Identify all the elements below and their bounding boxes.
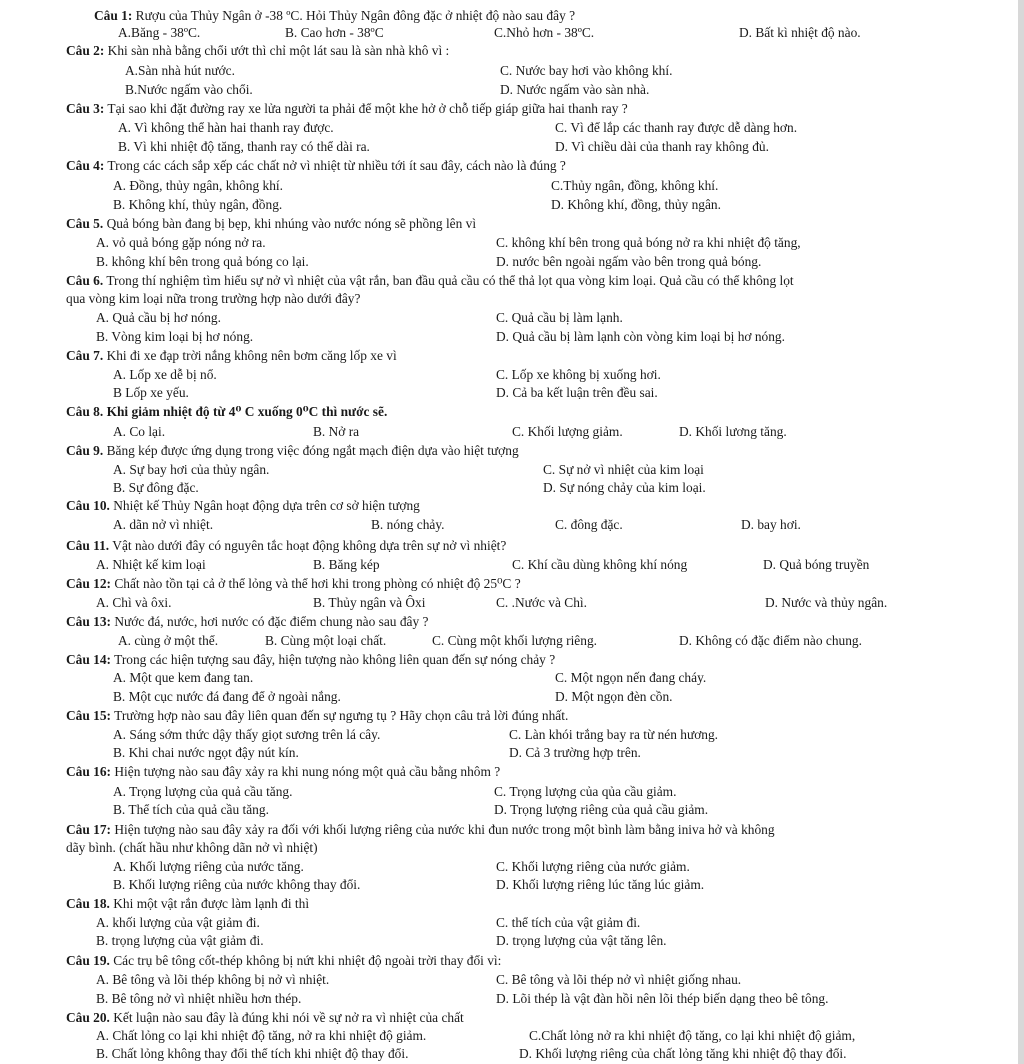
question-number: Câu 4: (66, 158, 105, 173)
question-number: Câu 18. (66, 896, 110, 911)
option-a: A. Chì và ôxi. (96, 595, 172, 610)
option-b: B Lốp xe yếu. (113, 385, 189, 400)
question-number: Câu 9. (66, 443, 104, 458)
option-b: B. Băng kép (313, 557, 380, 572)
option-c: C. Lốp xe không bị xuống hơi. (496, 367, 661, 382)
option-c: C. Trọng lượng của qủa cầu giảm. (494, 784, 677, 799)
option-b: B. Cùng một loại chất. (265, 633, 387, 648)
question-text: Khi giảm nhiệt độ từ 4⁰ C xuống 0⁰C thì nước sẽ. (103, 404, 388, 419)
question-number: Câu 14: (66, 652, 112, 667)
question-number: Câu 10. (66, 498, 110, 513)
option-a: A. Lốp xe dễ bị nổ. (113, 367, 217, 382)
option-d: D. Khối lượng riêng của chất lỏng tăng khi nhiệt độ thay đổi. (519, 1046, 847, 1061)
question-text: Hiện tượng nào sau đây xảy ra đối với khối lượng riêng của nước khi đun nước trong một bình làm bằng iniva hở và không (111, 822, 775, 837)
question-text-continued: dãy bình. (chất hầu như không dãn nở vì nhiệt) (66, 840, 318, 855)
option-a: A. Khối lượng riêng của nước tăng. (113, 859, 304, 874)
option-b: B. Sự đông đặc. (113, 480, 199, 495)
question-text: Hiện tượng nào sau đây xảy ra khi nung nóng một quả cầu bằng nhôm ? (111, 764, 501, 779)
option-c: C. Sự nở vì nhiệt của kim loại (543, 462, 704, 477)
question-text: Nhiệt kế Thủy Ngân hoạt động dựa trên cơ sở hiện tượng (109, 498, 420, 513)
question-number: Câu 3: (66, 101, 105, 116)
option-c: C. .Nước và Chì. (496, 595, 587, 610)
option-a: A. Đồng, thủy ngân, không khí. (113, 178, 283, 193)
option-a: A.Sàn nhà hút nước. (125, 63, 235, 78)
option-c: C. Làn khói trắng bay ra từ nén hương. (509, 727, 719, 742)
option-c: C.Chất lỏng nở ra khi nhiệt độ tăng, co lại khi nhiệt độ giảm, (529, 1028, 856, 1043)
option-c: C. Cùng một khối lượng riêng. (432, 633, 597, 648)
option-c: C. thể tích của vật giảm đi. (496, 915, 641, 930)
question-number: Câu 8. (66, 404, 104, 419)
question-number: Câu 13: (66, 614, 112, 629)
option-d: D. Cả ba kết luận trên đều sai. (496, 385, 658, 400)
option-d: D. Nước và thủy ngân. (765, 595, 888, 610)
question-number: Câu 16: (66, 764, 112, 779)
option-d: D. Lõi thép là vật đàn hồi nên lõi thép biến dạng theo bê tông. (496, 991, 829, 1006)
option-b: B. Chất lỏng không thay đổi thể tích khi nhiệt độ thay đổi. (96, 1046, 409, 1061)
option-c: C. đông đặc. (555, 517, 623, 532)
option-a: A. Một que kem đang tan. (113, 670, 254, 685)
option-a: A. Bê tông và lõi thép không bị nở vì nhiệt. (96, 972, 330, 987)
question-text: Tại sao khi đặt đường ray xe lửa người ta phải để một khe hở ở chỗ tiếp giáp giữa hai thanh ray ? (104, 101, 628, 116)
option-d: D. Không khí, đồng, thủy ngân. (551, 197, 721, 212)
option-b: B. Không khí, thủy ngân, đồng. (113, 197, 283, 212)
question-text: Khi sàn nhà bằng chổi ướt thì chỉ một lát sau là sàn nhà khô vì : (104, 43, 450, 58)
option-b: B. Bê tông nở vì nhiệt nhiều hơn thép. (96, 991, 302, 1006)
option-a: A. Trọng lượng của quả cầu tăng. (113, 784, 293, 799)
option-b: B. Thể tích của quả cầu tăng. (113, 802, 269, 817)
question-text: Kết luận nào sau đây là đúng khi nói về sự nở ra vì nhiệt của chất (109, 1010, 464, 1025)
option-b: B. Khối lượng riêng của nước không thay đổi. (113, 877, 361, 892)
option-b: B. không khí bên trong quả bóng co lại. (96, 254, 309, 269)
question-number: Câu 6. (66, 273, 104, 288)
option-c: C. Nước bay hơi vào không khí. (500, 63, 673, 78)
question-text: Các trụ bê tông cốt-thép không bị nứt khi nhiệt độ ngoài trời thay đổi vì: (109, 953, 502, 968)
option-a: A. Sáng sớm thức dậy thấy giọt sương trên lá cây. (113, 727, 381, 742)
question-text: Trong các cách sắp xếp các chất nở vì nhiệt từ nhiều tới ít sau đây, cách nào là đúng ? (104, 158, 566, 173)
option-c: C. Một ngọn nến đang cháy. (555, 670, 707, 685)
question-text: Rượu của Thủy Ngân ở -38 ºC. Hỏi Thủy Ngân đông đặc ở nhiệt độ nào sau đây ? (132, 8, 576, 23)
option-d: D. Quả cầu bị làm lạnh còn vòng kim loại bị hơ nóng. (496, 329, 785, 344)
option-d: D. trọng lượng của vật tăng lên. (496, 933, 667, 948)
option-c: C.Thủy ngân, đồng, không khí. (551, 178, 719, 193)
option-b: B.Nước ngấm vào chổi. (125, 82, 253, 97)
option-b: B. Một cục nước đá đang để ở ngoài nắng. (113, 689, 341, 704)
option-c: C. Khối lượng riêng của nước giảm. (496, 859, 690, 874)
option-b: B. Vì khi nhiệt độ tăng, thanh ray có thể dài ra. (118, 139, 370, 154)
option-b: B. Nở ra (313, 424, 360, 439)
option-d: D. nước bên ngoài ngấm vào bên trong quả bóng. (496, 254, 762, 269)
option-c: C. không khí bên trong quả bóng nở ra khi nhiệt độ tăng, (496, 235, 801, 250)
option-a: A. Co lại. (113, 424, 166, 439)
question-text: Nước đá, nước, hơi nước có đặc điểm chung nào sau đây ? (111, 614, 429, 629)
option-c: C. Khối lượng giảm. (512, 424, 623, 439)
option-c: C. Vì để lắp các thanh ray được dễ dàng hơn. (555, 120, 798, 135)
option-a: A. Chất lỏng co lại khi nhiệt độ tăng, nở ra khi nhiệt độ giảm. (96, 1028, 427, 1043)
option-c: C.Nhỏ hơn - 38ºC. (494, 25, 595, 40)
option-d: D. Không có đặc điểm nào chung. (679, 633, 862, 648)
question-number: Câu 19. (66, 953, 110, 968)
option-d: D. Trọng lượng riêng của quả cầu giảm. (494, 802, 709, 817)
option-c: C. Bê tông và lõi thép nở vì nhiệt giống nhau. (496, 972, 742, 987)
option-b: B. Thủy ngân và Ôxi (313, 595, 426, 610)
question-text: Chất nào tồn tại cả ở thể lỏng và thể hơi khi trong phòng có nhiệt độ 25⁰C ? (111, 576, 521, 591)
option-a: A. Nhiệt kế kim loại (96, 557, 206, 572)
option-a: A.Băng - 38ºC. (118, 25, 201, 40)
option-c: C. Khí cầu dùng không khí nóng (512, 557, 688, 572)
option-b: B. Cao hơn - 38ºC (285, 25, 384, 40)
option-d: D. bay hơi. (741, 517, 801, 532)
question-number: Câu 17: (66, 822, 112, 837)
option-a: A. dãn nở vì nhiệt. (113, 517, 214, 532)
option-a: A. vỏ quả bóng gặp nóng nở ra. (96, 235, 266, 250)
option-a: A. cùng ở một thể. (118, 633, 219, 648)
question-number: Câu 15: (66, 708, 112, 723)
option-a: A. Sự bay hơi của thủy ngân. (113, 462, 270, 477)
option-b: B. Khi chai nước ngọt đậy nút kín. (113, 745, 299, 760)
option-a: A. Quả cầu bị hơ nóng. (96, 310, 221, 325)
option-d: D. Bất kì nhiệt độ nào. (739, 25, 861, 40)
question-number: Câu 11. (66, 538, 110, 553)
question-text: Quả bóng bàn đang bị bẹp, khi nhúng vào nước nóng sẽ phồng lên vì (103, 216, 477, 231)
question-number: Câu 1: (94, 8, 133, 23)
question-number: Câu 7. (66, 348, 104, 363)
question-text: Vật nào dưới đây có nguyên tắc hoạt động không dựa trên sự nở vì nhiệt? (109, 538, 507, 553)
question-text: Trong thí nghiệm tìm hiểu sự nở vì nhiệt của vật rắn, ban đầu quả cầu có thể thả lọt qua vòng kim loại. Quả cầu có thể không lọt (103, 273, 794, 288)
question-number: Câu 2: (66, 43, 105, 58)
option-c: C. Quả cầu bị làm lạnh. (496, 310, 623, 325)
question-text-continued: qua vòng kim loại nữa trong trường hợp nào dưới đây? (66, 291, 361, 306)
question-text: Trong các hiện tượng sau đây, hiện tượng nào không liên quan đến sự nóng chảy ? (111, 652, 556, 667)
option-b: B. nóng chảy. (371, 517, 445, 532)
question-number: Câu 20. (66, 1010, 110, 1025)
option-d: D. Một ngọn đèn cồn. (555, 689, 673, 704)
option-d: D. Khối lượng riêng lúc tăng lúc giảm. (496, 877, 705, 892)
option-b: B. trọng lượng của vật giảm đi. (96, 933, 264, 948)
option-a: A. khối lượng của vật giảm đi. (96, 915, 260, 930)
question-text: Khi đi xe đạp trời nắng không nên bơm căng lốp xe vì (103, 348, 397, 363)
option-a: A. Vì không thể hàn hai thanh ray được. (118, 120, 334, 135)
page-edge-shadow (1018, 0, 1024, 1064)
option-d: D. Nước ngấm vào sàn nhà. (500, 82, 650, 97)
question-text: Trường hợp nào sau đây liên quan đến sự ngưng tụ ? Hãy chọn câu trả lời đúng nhất. (111, 708, 569, 723)
question-number: Câu 12: (66, 576, 112, 591)
question-number: Câu 5. (66, 216, 104, 231)
option-d: D. Sự nóng chảy của kim loại. (543, 480, 706, 495)
question-text: Băng kép được ứng dụng trong việc đóng ngắt mạch điện dựa vào hiệt tượng (103, 443, 519, 458)
question-text: Khi một vật rắn được làm lạnh đi thì (109, 896, 310, 911)
option-d: D. Khối lương tăng. (679, 424, 787, 439)
option-d: D. Quả bóng truyền (763, 557, 870, 572)
option-d: D. Vì chiều dài của thanh ray không đủ. (555, 139, 769, 154)
option-b: B. Vòng kim loại bị hơ nóng. (96, 329, 254, 344)
option-d: D. Cả 3 trường hợp trên. (509, 745, 641, 760)
